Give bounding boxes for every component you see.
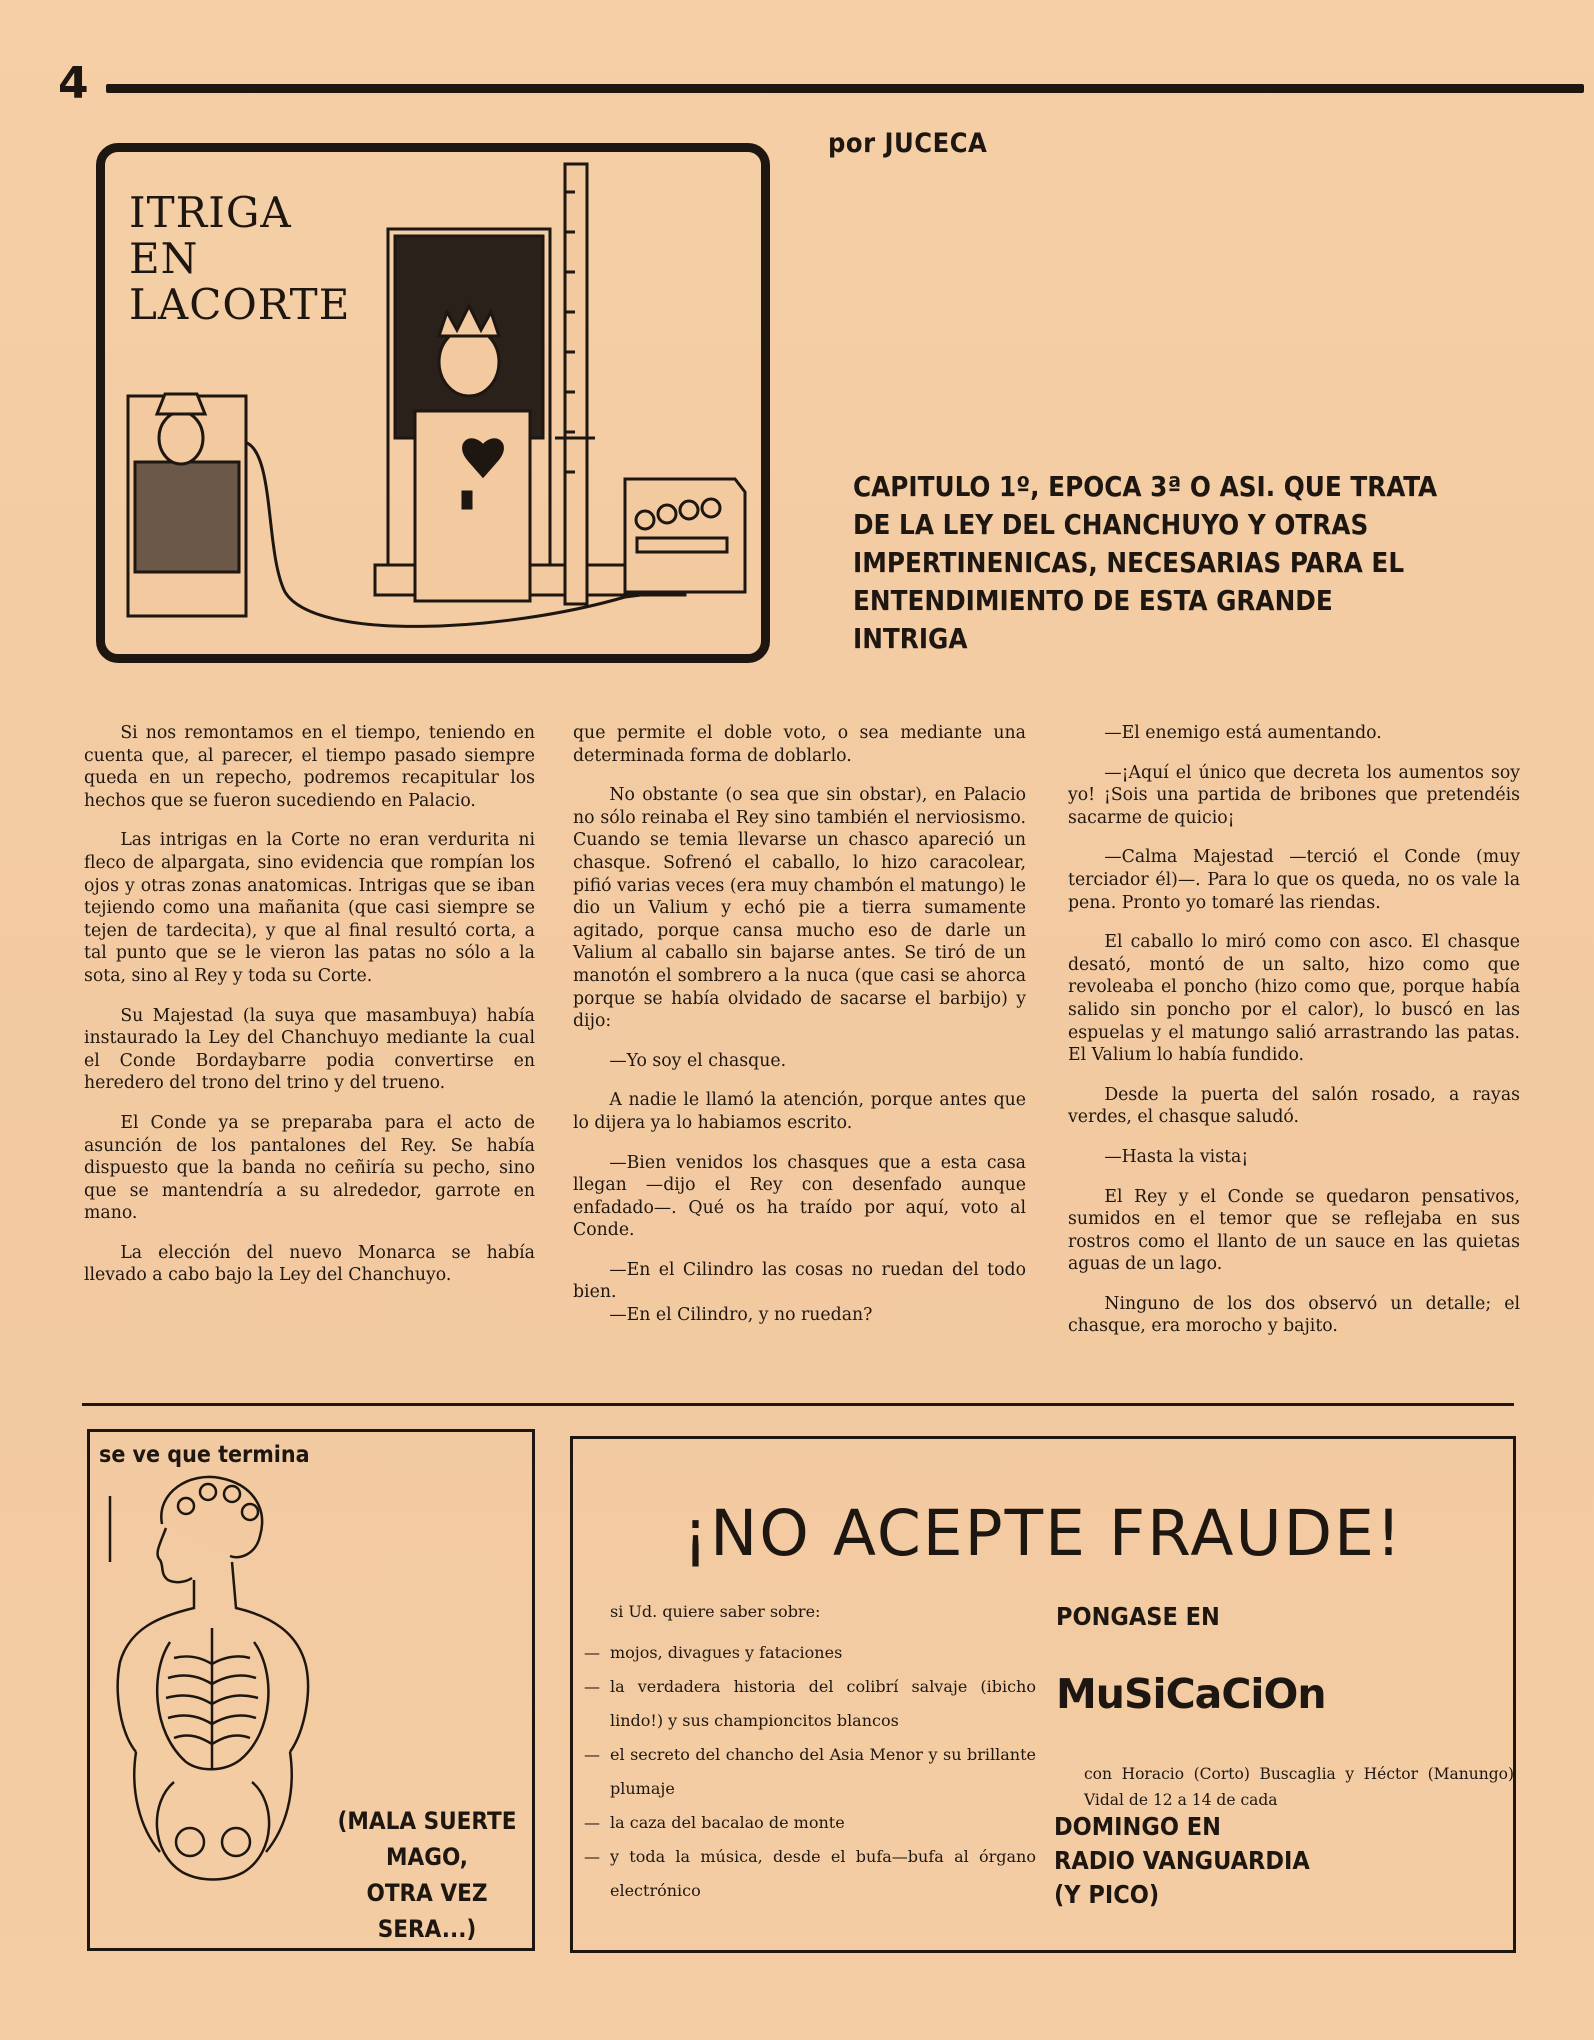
- paragraph: —Bien venidos los chasques que a esta casa llegan —dijo el Rey con desenfado aunque enfadado—. Qué os ha traído por aquí, voto al Conde.: [573, 1152, 1026, 1241]
- paragraph: —¡Aquí el único que decreta los aumentos soy yo! ¡Sois una partida de bribones que pretendéis sacarme de quicio¡: [1068, 762, 1520, 828]
- ad-left-caption: (MALA SUERTE MAGO, OTRA VEZ SERA...): [337, 1807, 517, 1943]
- paragraph: —Calma Majestad —terció el Conde (muy terciador él)—. Para lo que os queda, no os vale la pena. Pronto yo tomaré las riendas.: [1068, 847, 1520, 913]
- paragraph: Desde la puerta del salón rosado, a rayas verdes, el chasque saludó.: [1068, 1084, 1520, 1128]
- cartoon-illustration: [96, 143, 770, 663]
- article-column-1: [84, 722, 535, 1304]
- list-item: — la caza del bacalao de monte: [576, 1806, 1036, 1840]
- ad-topic-list: [576, 1636, 1036, 1908]
- list-item: — el secreto del chancho del Asia Menor y su brillante plumaje: [576, 1738, 1036, 1806]
- paragraph: Ninguno de los dos observó un detalle; el chasque, era morocho y bajito.: [1068, 1293, 1520, 1337]
- byline: por JUCECA: [828, 128, 988, 159]
- paragraph: A nadie le llamó la atención, porque antes que lo dijera ya lo habiamos escrito.: [573, 1090, 1026, 1133]
- paragraph: —En el Cilindro, y no ruedan?: [609, 1305, 873, 1326]
- paragraph: —En el Cilindro las cosas no ruedan del todo bien.: [573, 1259, 1026, 1303]
- list-item: — y toda la música, desde el bufa—bufa al órgano electrónico: [576, 1840, 1036, 1908]
- program-brand: MuSiCaCiOn: [1056, 1670, 1326, 1718]
- page-number: 4: [58, 58, 89, 109]
- paragraph: —Yo soy el chasque.: [609, 1050, 787, 1071]
- article-column-3: [1068, 722, 1520, 1355]
- ad-headline: ¡NO ACEPTE FRAUDE!: [682, 1497, 1404, 1570]
- advertisement-left: [87, 1429, 535, 1951]
- paragraph: Si nos remontamos en el tiempo, teniendo en cuenta que, al parecer, el tiempo pasado siempre queda en un repecho, podremos recapitular los hechos que se fueron sucediendo en Palacio.: [84, 723, 535, 811]
- ad-left-heading: se ve que termina: [99, 1442, 310, 1468]
- chapter-subtitle: CAPITULO 1º, EPOCA 3ª O ASI. QUE TRATA DE LA LEY DEL CHANCHUYO Y OTRAS IMPERTINENICAS, NECESARIAS PARA EL ENTENDIMIENTO DE ESTA GRANDE INTRIGA: [853, 471, 1438, 655]
- ad-call-to-action: PONGASE EN: [1056, 1602, 1220, 1631]
- program-hosts: con Horacio (Corto) Buscaglia y Héctor (Manungo) Vidal de 12 a 14 de cada: [1084, 1765, 1514, 1809]
- paragraph: La elección del nuevo Monarca se había llevado a cabo bajo la Ley del Chanchuyo.: [84, 1242, 535, 1286]
- list-item: — mojos, divagues y fataciones: [576, 1636, 1036, 1670]
- advertisement-right: [570, 1436, 1516, 1953]
- top-rule: [106, 84, 1584, 93]
- paragraph: Su Majestad (la suya que masambuya) había instaurado la Ley del Chanchuyo mediante la cual el Conde Bordaybarre podia convertirse en heredero del trono del trino y del trueno.: [84, 1005, 535, 1094]
- paragraph: El Conde ya se preparaba para el acto de asunción de los pantalones del Rey. Se había dispuesto que la banda no ceñiría su pecho, sino que se mantendría a su alrededor, garrote en mano.: [84, 1112, 535, 1224]
- paragraph: No obstante (o sea que sin obstar), en Palacio no sólo reinaba el Rey sino también el nerviosismo. Cuando se temia llevarse un chasco apareció un chasque. Sofrenó el caballo, lo hizo caracolear, pifió varias veces (era muy chambón el matungo) le dio un Valium y echó pie a tierra sumamente agitado, porque cansa mucho eso de darle un Valium al caballo sin bajarse antes. Se tiró de un manotón el sombrero a la nuca (que casi se ahorca porque se había olvidado de sacarse el barbijo) y dijo:: [573, 785, 1026, 1032]
- ad-intro: si Ud. quiere saber sobre:: [610, 1602, 821, 1621]
- paragraph: —El enemigo está aumentando.: [1104, 723, 1382, 743]
- cartoon-title: ITRIGA EN LACORTE: [129, 188, 351, 329]
- list-item: — la verdadera historia del colibrí salvaje (ibicho lindo!) y sus championcitos blancos: [576, 1670, 1036, 1738]
- section-divider: [82, 1403, 1514, 1406]
- paragraph: Las intrigas en la Corte no eran verdurita ni fleco de alpargata, sino evidencia que rompían los ojos y otras zonas anatomicas. Intrigas que se iban tejiendo como una mañanita (que casi siempre se tejen de tardecita), y que al final resultó corta, a tal punto que se le vieron las patas no sólo a la sota, sino al Rey y toda su Corte.: [84, 830, 535, 986]
- paragraph: El caballo lo miró como con asco. El chasque desató, montó de un salto, hizo como que revoleaba el poncho (hizo como que, porque había salido sin poncho por el calor), lo buscó en las espuelas y el matungo salió arrastrando las patas. El Valium lo había fundido.: [1068, 932, 1520, 1066]
- paragraph: que permite el doble voto, o sea mediante una determinada forma de doblarlo.: [573, 723, 1026, 766]
- program-schedule: DOMINGO EN RADIO VANGUARDIA (Y PICO): [1054, 1812, 1310, 1909]
- article-column-2: [573, 722, 1026, 1344]
- paragraph: —Hasta la vista¡: [1104, 1146, 1249, 1167]
- paragraph: El Rey y el Conde se quedaron pensativos, sumidos en el temor que se reflejaba en sus rostros como el llanto de un sauce en las quietas aguas de un lago.: [1068, 1186, 1520, 1275]
